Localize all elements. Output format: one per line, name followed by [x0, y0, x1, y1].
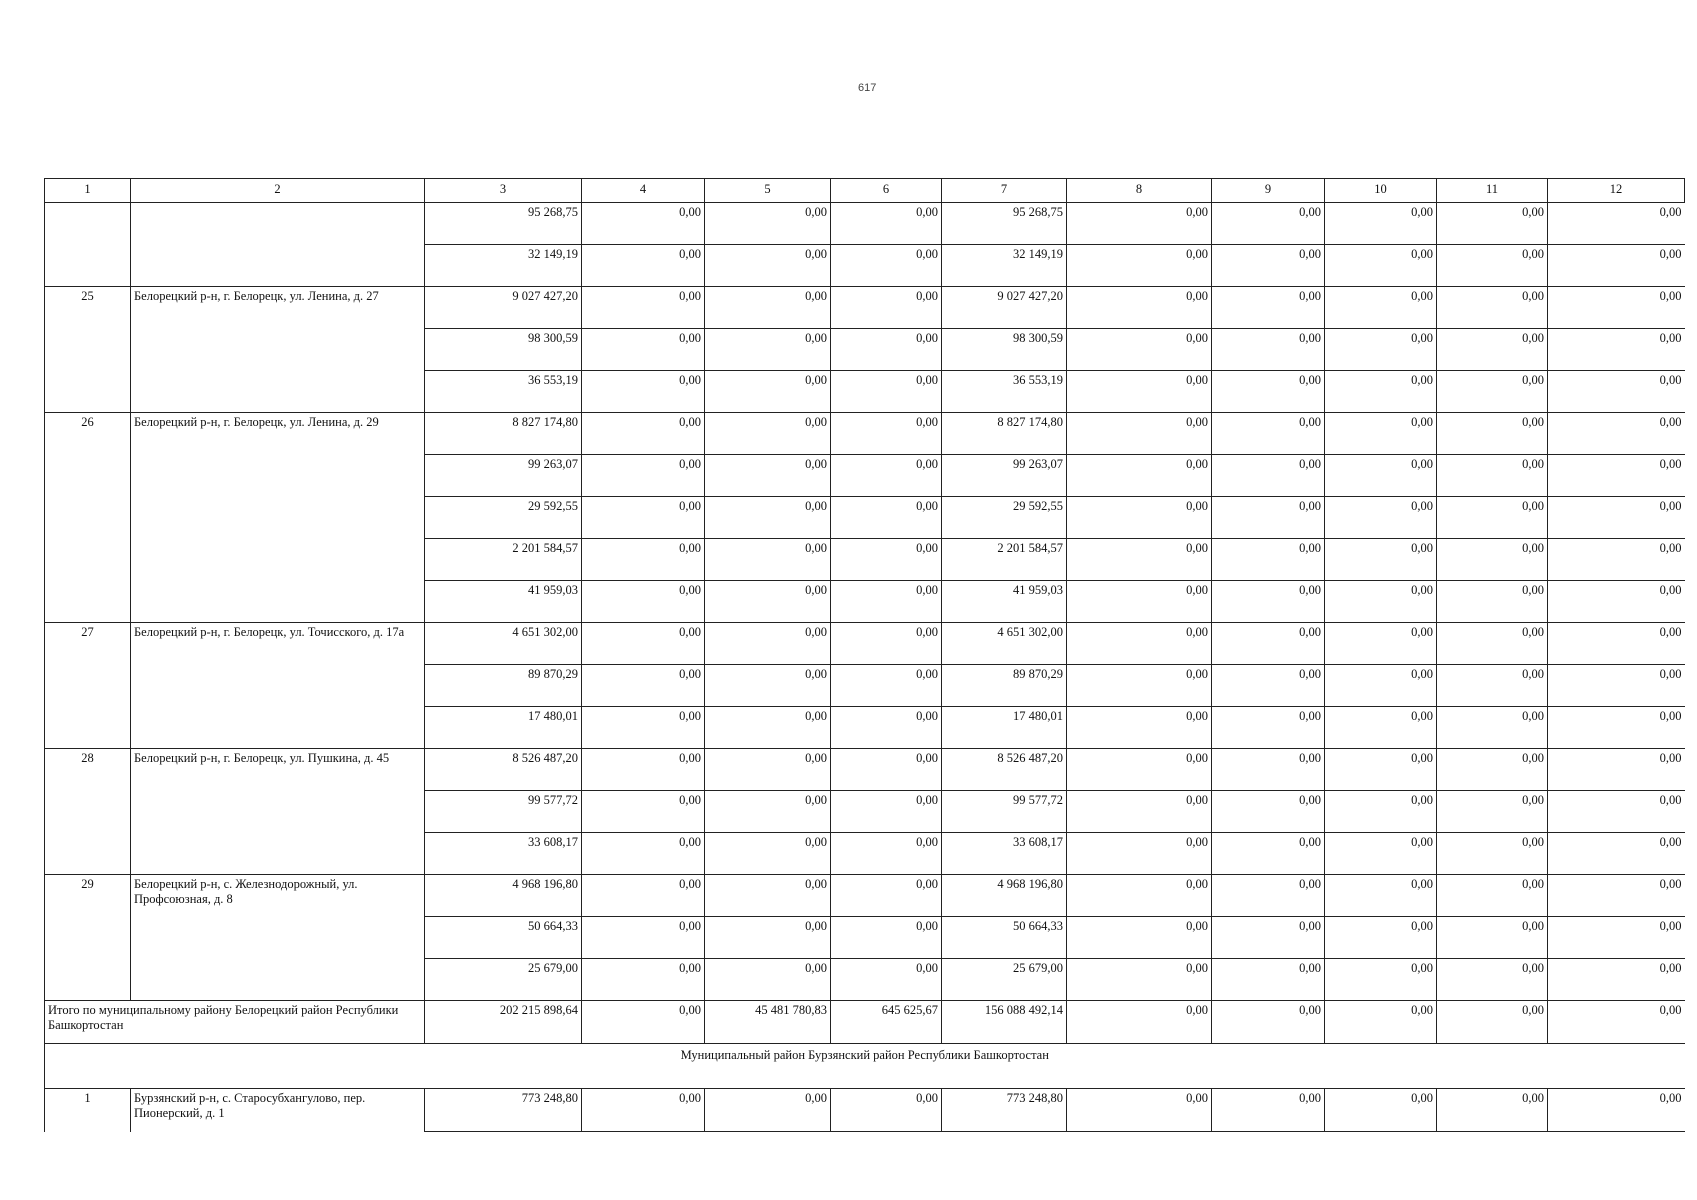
- amount-cell: 0,00: [1437, 917, 1548, 959]
- amount-cell: 0,00: [1325, 287, 1437, 329]
- amount-cell: 0,00: [1067, 539, 1212, 581]
- amount-cell: 0,00: [831, 539, 942, 581]
- section-row: [45, 1044, 1685, 1089]
- amount-cell: 0,00: [1067, 749, 1212, 791]
- amount-cell: 0,00: [1212, 833, 1325, 875]
- amount-cell: 0,00: [1437, 329, 1548, 371]
- amount-cell: 0,00: [1067, 791, 1212, 833]
- amount-cell: 0,00: [1212, 959, 1325, 1001]
- row-number: 28: [45, 749, 131, 875]
- amount-cell: 0,00: [705, 581, 831, 623]
- amount-cell: 0,00: [582, 875, 705, 917]
- amount-cell: 0,00: [1548, 665, 1685, 707]
- amount-cell: 0,00: [831, 707, 942, 749]
- amount-cell: 0,00: [1067, 1089, 1212, 1132]
- amount-cell: 0,00: [831, 203, 942, 245]
- amount-cell: 0,00: [1437, 497, 1548, 539]
- amount-cell: 0,00: [1325, 623, 1437, 665]
- amount-cell: 0,00: [1325, 707, 1437, 749]
- amount-cell: 0,00: [1437, 791, 1548, 833]
- amount-cell: 0,00: [1548, 707, 1685, 749]
- amount-cell: 0,00: [1437, 707, 1548, 749]
- amount-cell: 32 149,19: [942, 245, 1067, 287]
- amount-cell: 0,00: [705, 833, 831, 875]
- address-cell: Белорецкий р-н, г. Белорецк, ул. Пушкина, д. 45: [131, 749, 425, 875]
- amount-cell: 0,00: [1548, 497, 1685, 539]
- amount-cell: 0,00: [1212, 749, 1325, 791]
- amount-cell: 0,00: [705, 959, 831, 1001]
- amount-cell: 0,00: [1067, 917, 1212, 959]
- amount-cell: 32 149,19: [425, 245, 582, 287]
- amount-cell: 0,00: [1067, 371, 1212, 413]
- amount-cell: 4 651 302,00: [425, 623, 582, 665]
- address-cell: Белорецкий р-н, г. Белорецк, ул. Точисского, д. 17а: [131, 623, 425, 749]
- amount-cell: 17 480,01: [942, 707, 1067, 749]
- amount-cell: 0,00: [1437, 623, 1548, 665]
- amount-cell: 0,00: [705, 1089, 831, 1132]
- amount-cell: 0,00: [831, 329, 942, 371]
- amount-cell: 29 592,55: [942, 497, 1067, 539]
- page-number: 617: [858, 82, 877, 94]
- amount-cell: 0,00: [582, 329, 705, 371]
- amount-cell: 0,00: [831, 413, 942, 455]
- amount-cell: 0,00: [1437, 959, 1548, 1001]
- amount-cell: 0,00: [1212, 581, 1325, 623]
- amount-cell: 0,00: [1067, 245, 1212, 287]
- column-number: 8: [1067, 179, 1212, 203]
- amount-cell: 0,00: [582, 833, 705, 875]
- column-number: 10: [1325, 179, 1437, 203]
- amount-cell: 0,00: [1212, 791, 1325, 833]
- amount-cell: 0,00: [1067, 329, 1212, 371]
- amount-cell: 0,00: [1437, 665, 1548, 707]
- amount-cell: 33 608,17: [942, 833, 1067, 875]
- amount-cell: 0,00: [1067, 287, 1212, 329]
- amount-cell: 0,00: [831, 287, 942, 329]
- table-row: [45, 749, 1685, 791]
- amount-cell: 0,00: [1548, 917, 1685, 959]
- section-title: Муниципальный район Бурзянский район Республики Башкортостан: [45, 1044, 1685, 1089]
- amount-cell: 0,00: [705, 749, 831, 791]
- amount-cell: 0,00: [582, 581, 705, 623]
- amount-cell: 0,00: [1212, 1089, 1325, 1132]
- amount-cell: 0,00: [831, 917, 942, 959]
- amount-cell: 0,00: [1212, 917, 1325, 959]
- amount-cell: 0,00: [705, 665, 831, 707]
- amount-cell: 773 248,80: [942, 1089, 1067, 1132]
- amount-cell: 89 870,29: [425, 665, 582, 707]
- amount-cell: 99 263,07: [425, 455, 582, 497]
- row-number: 25: [45, 287, 131, 413]
- amount-cell: 0,00: [1548, 371, 1685, 413]
- amount-cell: 0,00: [1437, 833, 1548, 875]
- funding-table: [44, 178, 1685, 1132]
- amount-cell: 0,00: [1325, 203, 1437, 245]
- amount-cell: 0,00: [582, 791, 705, 833]
- amount-cell: 0,00: [1325, 749, 1437, 791]
- total-label: Итого по муниципальному району Белорецкий район Республики Башкортостан: [45, 1001, 425, 1044]
- total-row: [45, 1001, 1685, 1044]
- amount-cell: 0,00: [1067, 875, 1212, 917]
- amount-cell: 0,00: [1067, 413, 1212, 455]
- amount-cell: 8 827 174,80: [942, 413, 1067, 455]
- column-number: 3: [425, 179, 582, 203]
- amount-cell: 0,00: [1325, 665, 1437, 707]
- amount-cell: 0,00: [1325, 539, 1437, 581]
- total-amount: 202 215 898,64: [425, 1001, 582, 1044]
- column-number-row: [45, 179, 1685, 203]
- amount-cell: 0,00: [705, 287, 831, 329]
- amount-cell: 41 959,03: [942, 581, 1067, 623]
- amount-cell: 98 300,59: [425, 329, 582, 371]
- amount-cell: 0,00: [831, 371, 942, 413]
- column-number: 6: [831, 179, 942, 203]
- amount-cell: 8 526 487,20: [425, 749, 582, 791]
- amount-cell: 0,00: [1212, 707, 1325, 749]
- amount-cell: 0,00: [582, 623, 705, 665]
- amount-cell: 0,00: [1437, 581, 1548, 623]
- amount-cell: 0,00: [1325, 329, 1437, 371]
- amount-cell: 0,00: [1212, 875, 1325, 917]
- amount-cell: 41 959,03: [425, 581, 582, 623]
- amount-cell: 0,00: [582, 287, 705, 329]
- amount-cell: 0,00: [831, 245, 942, 287]
- amount-cell: 0,00: [1548, 329, 1685, 371]
- amount-cell: 0,00: [705, 413, 831, 455]
- amount-cell: 0,00: [582, 1089, 705, 1132]
- amount-cell: 0,00: [582, 665, 705, 707]
- table-row: [45, 287, 1685, 329]
- column-number: 7: [942, 179, 1067, 203]
- total-amount: 0,00: [1437, 1001, 1548, 1044]
- amount-cell: 0,00: [582, 371, 705, 413]
- column-number: 9: [1212, 179, 1325, 203]
- amount-cell: 0,00: [1437, 749, 1548, 791]
- total-amount: 645 625,67: [831, 1001, 942, 1044]
- amount-cell: 95 268,75: [942, 203, 1067, 245]
- amount-cell: 0,00: [1437, 413, 1548, 455]
- column-number: 5: [705, 179, 831, 203]
- amount-cell: 0,00: [705, 539, 831, 581]
- amount-cell: 0,00: [1212, 623, 1325, 665]
- row-number: 29: [45, 875, 131, 1001]
- amount-cell: 0,00: [1548, 203, 1685, 245]
- amount-cell: 0,00: [831, 623, 942, 665]
- amount-cell: 0,00: [705, 707, 831, 749]
- amount-cell: 9 027 427,20: [425, 287, 582, 329]
- address-cell: Белорецкий р-н, г. Белорецк, ул. Ленина, д. 29: [131, 413, 425, 623]
- amount-cell: 0,00: [1437, 455, 1548, 497]
- amount-cell: 0,00: [1548, 1089, 1685, 1132]
- amount-cell: 0,00: [582, 707, 705, 749]
- amount-cell: 0,00: [1212, 413, 1325, 455]
- table-body: [45, 179, 1685, 1132]
- amount-cell: 0,00: [1212, 245, 1325, 287]
- amount-cell: 0,00: [1548, 245, 1685, 287]
- address-cell: [131, 203, 425, 287]
- amount-cell: 0,00: [582, 203, 705, 245]
- amount-cell: 99 263,07: [942, 455, 1067, 497]
- amount-cell: 0,00: [582, 455, 705, 497]
- amount-cell: 0,00: [1212, 539, 1325, 581]
- amount-cell: 0,00: [1067, 497, 1212, 539]
- amount-cell: 0,00: [582, 413, 705, 455]
- amount-cell: 29 592,55: [425, 497, 582, 539]
- amount-cell: 36 553,19: [942, 371, 1067, 413]
- amount-cell: 0,00: [1325, 497, 1437, 539]
- amount-cell: 0,00: [705, 917, 831, 959]
- amount-cell: 0,00: [1548, 287, 1685, 329]
- amount-cell: 4 968 196,80: [425, 875, 582, 917]
- amount-cell: 0,00: [582, 959, 705, 1001]
- amount-cell: 0,00: [1437, 1089, 1548, 1132]
- amount-cell: 0,00: [705, 875, 831, 917]
- amount-cell: 0,00: [1212, 665, 1325, 707]
- amount-cell: 0,00: [1067, 959, 1212, 1001]
- amount-cell: 0,00: [1067, 203, 1212, 245]
- amount-cell: 89 870,29: [942, 665, 1067, 707]
- total-amount: 0,00: [1067, 1001, 1212, 1044]
- amount-cell: 0,00: [831, 833, 942, 875]
- row-number: [45, 203, 131, 287]
- amount-cell: 50 664,33: [425, 917, 582, 959]
- amount-cell: 0,00: [1548, 455, 1685, 497]
- amount-cell: 0,00: [582, 749, 705, 791]
- amount-cell: 0,00: [1325, 791, 1437, 833]
- amount-cell: 0,00: [831, 665, 942, 707]
- amount-cell: 0,00: [1548, 623, 1685, 665]
- amount-cell: 0,00: [1548, 959, 1685, 1001]
- address-cell: Бурзянский р-н, с. Старосубхангулово, пер. Пионерский, д. 1: [131, 1089, 425, 1132]
- address-cell: Белорецкий р-н, с. Железнодорожный, ул. Профсоюзная, д. 8: [131, 875, 425, 1001]
- amount-cell: 773 248,80: [425, 1089, 582, 1132]
- amount-cell: 0,00: [1548, 539, 1685, 581]
- amount-cell: 0,00: [705, 203, 831, 245]
- amount-cell: 4 651 302,00: [942, 623, 1067, 665]
- row-number: 26: [45, 413, 131, 623]
- table-row: [45, 875, 1685, 917]
- amount-cell: 0,00: [705, 497, 831, 539]
- amount-cell: 0,00: [1067, 623, 1212, 665]
- amount-cell: 0,00: [705, 623, 831, 665]
- table-row: [45, 1089, 1685, 1132]
- column-number: 12: [1548, 179, 1685, 203]
- amount-cell: 0,00: [1325, 371, 1437, 413]
- amount-cell: 0,00: [705, 245, 831, 287]
- amount-cell: 9 027 427,20: [942, 287, 1067, 329]
- amount-cell: 0,00: [1437, 287, 1548, 329]
- amount-cell: 0,00: [1548, 791, 1685, 833]
- column-number: 1: [45, 179, 131, 203]
- column-number: 11: [1437, 179, 1548, 203]
- amount-cell: 0,00: [1212, 329, 1325, 371]
- amount-cell: 0,00: [705, 329, 831, 371]
- amount-cell: 0,00: [831, 497, 942, 539]
- amount-cell: 0,00: [1067, 707, 1212, 749]
- amount-cell: 0,00: [1325, 245, 1437, 287]
- amount-cell: 0,00: [1548, 413, 1685, 455]
- amount-cell: 0,00: [1325, 581, 1437, 623]
- amount-cell: 0,00: [1067, 665, 1212, 707]
- amount-cell: 0,00: [582, 245, 705, 287]
- row-number: 27: [45, 623, 131, 749]
- table-row: [45, 413, 1685, 455]
- amount-cell: 0,00: [1067, 833, 1212, 875]
- amount-cell: 33 608,17: [425, 833, 582, 875]
- amount-cell: 50 664,33: [942, 917, 1067, 959]
- amount-cell: 0,00: [1067, 455, 1212, 497]
- amount-cell: 0,00: [582, 497, 705, 539]
- amount-cell: 0,00: [705, 791, 831, 833]
- amount-cell: 17 480,01: [425, 707, 582, 749]
- amount-cell: 95 268,75: [425, 203, 582, 245]
- total-amount: 0,00: [1212, 1001, 1325, 1044]
- column-number: 4: [582, 179, 705, 203]
- amount-cell: 0,00: [831, 581, 942, 623]
- amount-cell: 0,00: [1325, 1089, 1437, 1132]
- amount-cell: 0,00: [1212, 203, 1325, 245]
- table-row: [45, 623, 1685, 665]
- amount-cell: 0,00: [705, 371, 831, 413]
- amount-cell: 0,00: [1067, 581, 1212, 623]
- amount-cell: 25 679,00: [942, 959, 1067, 1001]
- amount-cell: 4 968 196,80: [942, 875, 1067, 917]
- amount-cell: 0,00: [1212, 497, 1325, 539]
- amount-cell: 0,00: [1548, 875, 1685, 917]
- amount-cell: 0,00: [1437, 371, 1548, 413]
- amount-cell: 25 679,00: [425, 959, 582, 1001]
- amount-cell: 98 300,59: [942, 329, 1067, 371]
- amount-cell: 0,00: [831, 1089, 942, 1132]
- address-cell: Белорецкий р-н, г. Белорецк, ул. Ленина, д. 27: [131, 287, 425, 413]
- amount-cell: 8 827 174,80: [425, 413, 582, 455]
- amount-cell: 0,00: [1325, 413, 1437, 455]
- total-amount: 0,00: [1325, 1001, 1437, 1044]
- total-amount: 0,00: [1548, 1001, 1685, 1044]
- amount-cell: 0,00: [1437, 875, 1548, 917]
- amount-cell: 0,00: [1325, 917, 1437, 959]
- amount-cell: 99 577,72: [425, 791, 582, 833]
- row-number: 1: [45, 1089, 131, 1132]
- column-number: 2: [131, 179, 425, 203]
- amount-cell: 0,00: [1437, 539, 1548, 581]
- amount-cell: 0,00: [831, 791, 942, 833]
- amount-cell: 0,00: [831, 455, 942, 497]
- table-row: [45, 203, 1685, 245]
- amount-cell: 0,00: [1325, 833, 1437, 875]
- total-amount: 156 088 492,14: [942, 1001, 1067, 1044]
- amount-cell: 0,00: [1325, 875, 1437, 917]
- amount-cell: 0,00: [831, 875, 942, 917]
- amount-cell: 8 526 487,20: [942, 749, 1067, 791]
- amount-cell: 0,00: [1325, 959, 1437, 1001]
- amount-cell: 0,00: [1212, 371, 1325, 413]
- amount-cell: 0,00: [1437, 203, 1548, 245]
- amount-cell: 2 201 584,57: [942, 539, 1067, 581]
- amount-cell: 0,00: [831, 959, 942, 1001]
- amount-cell: 0,00: [582, 539, 705, 581]
- amount-cell: 0,00: [705, 455, 831, 497]
- amount-cell: 0,00: [582, 917, 705, 959]
- amount-cell: 2 201 584,57: [425, 539, 582, 581]
- amount-cell: 0,00: [1212, 455, 1325, 497]
- amount-cell: 0,00: [1548, 833, 1685, 875]
- amount-cell: 0,00: [1548, 581, 1685, 623]
- total-amount: 0,00: [582, 1001, 705, 1044]
- total-amount: 45 481 780,83: [705, 1001, 831, 1044]
- amount-cell: 0,00: [1325, 455, 1437, 497]
- amount-cell: 0,00: [831, 749, 942, 791]
- amount-cell: 0,00: [1212, 287, 1325, 329]
- amount-cell: 0,00: [1548, 749, 1685, 791]
- amount-cell: 36 553,19: [425, 371, 582, 413]
- amount-cell: 0,00: [1437, 245, 1548, 287]
- amount-cell: 99 577,72: [942, 791, 1067, 833]
